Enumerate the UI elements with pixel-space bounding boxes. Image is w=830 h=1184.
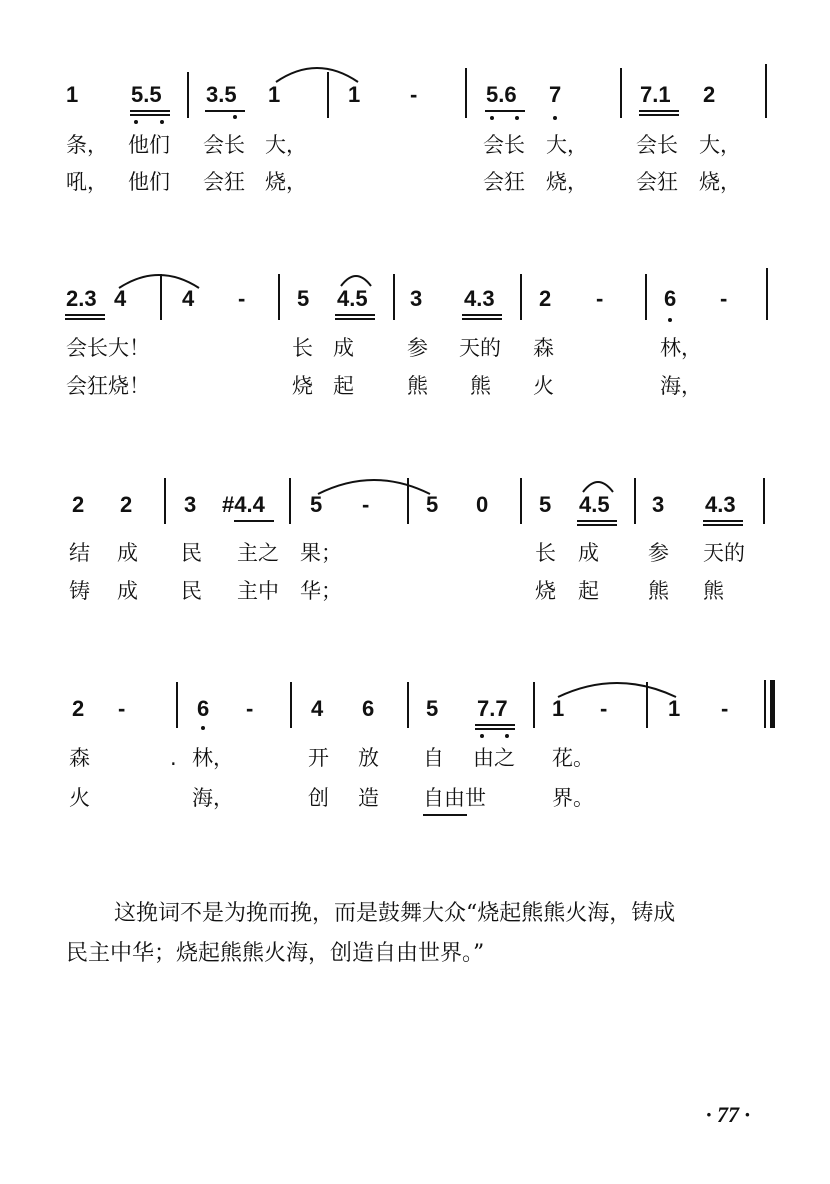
note: 3 bbox=[652, 492, 665, 517]
lyric: 烧， bbox=[265, 170, 307, 194]
lyric: 会狂 bbox=[203, 170, 245, 194]
underline bbox=[130, 110, 170, 112]
note: 5 bbox=[297, 286, 310, 311]
bar-line bbox=[646, 682, 648, 728]
low-dot bbox=[553, 116, 557, 120]
note: 6 bbox=[664, 286, 677, 311]
underline bbox=[639, 110, 679, 112]
note: 1 bbox=[268, 82, 281, 107]
note: 4 bbox=[182, 286, 195, 311]
note: 5.6 bbox=[486, 82, 517, 107]
note: 1 bbox=[552, 696, 565, 721]
bar-line bbox=[620, 68, 622, 118]
lyric: 天的 bbox=[459, 336, 501, 360]
lyric: 自由世 bbox=[423, 786, 486, 810]
bar-line bbox=[407, 682, 409, 728]
note: 5 bbox=[310, 492, 323, 517]
lyric: 烧， bbox=[699, 170, 741, 194]
low-dot bbox=[490, 116, 494, 120]
lyric: 铸 bbox=[69, 579, 90, 603]
lyric: 长 bbox=[292, 336, 313, 360]
bar-line bbox=[176, 682, 178, 728]
note: 7.7 bbox=[477, 696, 508, 721]
bar-line bbox=[520, 478, 522, 524]
bar-line bbox=[465, 68, 467, 118]
lyric: 天的 bbox=[703, 541, 745, 565]
lyric: 大， bbox=[265, 133, 307, 157]
note: 7 bbox=[549, 82, 562, 107]
underline bbox=[703, 524, 743, 526]
note: - bbox=[246, 696, 254, 721]
note: - bbox=[410, 82, 418, 107]
underline bbox=[335, 314, 375, 316]
lyric: 华； bbox=[300, 579, 342, 603]
low-dot bbox=[505, 734, 509, 738]
low-dot bbox=[160, 120, 164, 124]
bar-line bbox=[278, 274, 280, 320]
lyric: 熊 bbox=[407, 374, 428, 398]
lyric: 熊 bbox=[703, 579, 724, 603]
note: 3 bbox=[410, 286, 423, 311]
lyric-underline bbox=[423, 814, 467, 816]
prose-line: 这挽词不是为挽而挽，而是鼓舞大众“烧起熊熊火海，铸成 bbox=[114, 901, 676, 926]
note: 5 bbox=[426, 492, 439, 517]
note: - bbox=[721, 696, 729, 721]
underline bbox=[234, 520, 274, 522]
lyric: 林， bbox=[192, 746, 234, 770]
prose-paragraph bbox=[114, 895, 794, 932]
underline bbox=[65, 314, 105, 316]
tie-arc bbox=[556, 675, 678, 699]
note: 2 bbox=[703, 82, 716, 107]
note: - bbox=[118, 696, 126, 721]
lyric: 成 bbox=[333, 336, 354, 360]
lyric: 花。 bbox=[552, 746, 594, 770]
low-dot bbox=[233, 115, 237, 119]
bar-line bbox=[393, 274, 395, 320]
slur-arc bbox=[581, 476, 615, 494]
note: 1 bbox=[348, 82, 361, 107]
page-number: · 77 · bbox=[706, 1102, 750, 1127]
lyric: 会长 bbox=[203, 133, 245, 157]
lyric: 成 bbox=[117, 579, 138, 603]
underline bbox=[475, 728, 515, 730]
lyric: 参 bbox=[407, 336, 428, 360]
lyric: 造 bbox=[358, 786, 379, 810]
bar-line bbox=[164, 478, 166, 524]
underline bbox=[485, 110, 525, 112]
note: 4.5 bbox=[579, 492, 610, 517]
note: 2.3 bbox=[66, 286, 97, 311]
note: 6 bbox=[197, 696, 210, 721]
bar-line bbox=[533, 682, 535, 728]
lyric: 自 bbox=[423, 746, 444, 770]
lyric: 结 bbox=[69, 541, 90, 565]
final-bar-thick bbox=[770, 680, 775, 728]
note: 2 bbox=[539, 286, 552, 311]
low-dot bbox=[134, 120, 138, 124]
lyric: 大， bbox=[546, 133, 588, 157]
note: - bbox=[596, 286, 604, 311]
note: - bbox=[600, 696, 608, 721]
lyric: 烧 bbox=[535, 579, 556, 603]
note: 4 bbox=[114, 286, 127, 311]
note: 4.3 bbox=[705, 492, 736, 517]
underline bbox=[130, 114, 170, 116]
lyric: 熊 bbox=[648, 579, 669, 603]
bar-line bbox=[289, 478, 291, 524]
lyric: 火 bbox=[533, 374, 554, 398]
lyric: 条， bbox=[66, 133, 108, 157]
lyric: 会狂 bbox=[636, 170, 678, 194]
note: 4.5 bbox=[337, 286, 368, 311]
prose-line: 民主中华；烧起熊熊火海，创造自由世界。” bbox=[66, 941, 485, 966]
lyric: 起 bbox=[578, 579, 599, 603]
note: 1 bbox=[668, 696, 681, 721]
final-bar-thin bbox=[764, 680, 766, 728]
lyric: 森 bbox=[533, 336, 554, 360]
slur-arc bbox=[339, 270, 373, 288]
lyric: 大， bbox=[699, 133, 741, 157]
note: 3 bbox=[184, 492, 197, 517]
bar-line bbox=[766, 268, 768, 320]
lyric: 他们 bbox=[128, 133, 170, 157]
lyric: 成 bbox=[578, 541, 599, 565]
prose-paragraph-cont bbox=[66, 935, 786, 972]
note: - bbox=[362, 492, 370, 517]
note: 5 bbox=[539, 492, 552, 517]
note: 3.5 bbox=[206, 82, 237, 107]
bar-line bbox=[187, 72, 189, 118]
lyric: 起 bbox=[333, 374, 354, 398]
lyric: 熊 bbox=[470, 374, 491, 398]
lyric: 海， bbox=[660, 374, 702, 398]
bar-line bbox=[634, 478, 636, 524]
underline bbox=[462, 314, 502, 316]
lyric: 民 bbox=[181, 541, 202, 565]
lyric: 成 bbox=[117, 541, 138, 565]
underline bbox=[703, 520, 743, 522]
lyric: 海， bbox=[192, 786, 234, 810]
lyric: 他们 bbox=[128, 170, 170, 194]
lyric: 吼， bbox=[66, 170, 108, 194]
lyric: 放 bbox=[358, 746, 379, 770]
low-dot bbox=[201, 726, 205, 730]
lyric: 会长 bbox=[483, 133, 525, 157]
tie-arc bbox=[316, 472, 432, 496]
bar-line bbox=[327, 72, 329, 118]
underline bbox=[462, 318, 502, 320]
low-dot bbox=[480, 734, 484, 738]
underline bbox=[65, 318, 105, 320]
note: - bbox=[720, 286, 728, 311]
low-dot bbox=[668, 318, 672, 322]
underline bbox=[205, 110, 245, 112]
note: 2 bbox=[120, 492, 133, 517]
underline bbox=[639, 114, 679, 116]
lyric: 开 bbox=[308, 746, 329, 770]
bar-line bbox=[520, 274, 522, 320]
bar-line bbox=[160, 274, 162, 320]
underline bbox=[577, 524, 617, 526]
lyric: 会长 bbox=[636, 133, 678, 157]
note: 1 bbox=[66, 82, 79, 107]
lyric: 会狂烧！ bbox=[66, 374, 150, 398]
lyric: 会长大！ bbox=[66, 336, 150, 360]
lyric: 果； bbox=[300, 541, 342, 565]
underline bbox=[577, 520, 617, 522]
lyric: 创 bbox=[308, 786, 329, 810]
lyric: 森 bbox=[69, 746, 90, 770]
lyric: 会狂 bbox=[483, 170, 525, 194]
note: 6 bbox=[362, 696, 375, 721]
note: 5.5 bbox=[131, 82, 162, 107]
note: 4.3 bbox=[464, 286, 495, 311]
bar-line bbox=[290, 682, 292, 728]
note: 7.1 bbox=[640, 82, 671, 107]
bar-line bbox=[407, 478, 409, 524]
bar-line bbox=[765, 64, 767, 118]
low-dot bbox=[515, 116, 519, 120]
lyric: 参 bbox=[648, 541, 669, 565]
bar-line bbox=[763, 478, 765, 524]
lyric: 由之 bbox=[473, 746, 515, 770]
note: - bbox=[238, 286, 246, 311]
note: #4.4 bbox=[222, 492, 265, 517]
note: 0 bbox=[476, 492, 489, 517]
lyric: 民 bbox=[181, 579, 202, 603]
tie-arc bbox=[274, 60, 360, 84]
lyric: . bbox=[170, 746, 177, 770]
underline bbox=[335, 318, 375, 320]
lyric: 主中 bbox=[237, 579, 279, 603]
lyric: 火 bbox=[69, 786, 90, 810]
lyric: 长 bbox=[535, 541, 556, 565]
note: 5 bbox=[426, 696, 439, 721]
lyric: 林， bbox=[660, 336, 702, 360]
note: 4 bbox=[311, 696, 324, 721]
note: 2 bbox=[72, 696, 85, 721]
underline bbox=[475, 724, 515, 726]
bar-line bbox=[645, 274, 647, 320]
lyric: 烧 bbox=[292, 374, 313, 398]
lyric: 烧， bbox=[546, 170, 588, 194]
note: 2 bbox=[72, 492, 85, 517]
lyric: 界。 bbox=[552, 786, 594, 810]
lyric: 主之 bbox=[237, 541, 279, 565]
